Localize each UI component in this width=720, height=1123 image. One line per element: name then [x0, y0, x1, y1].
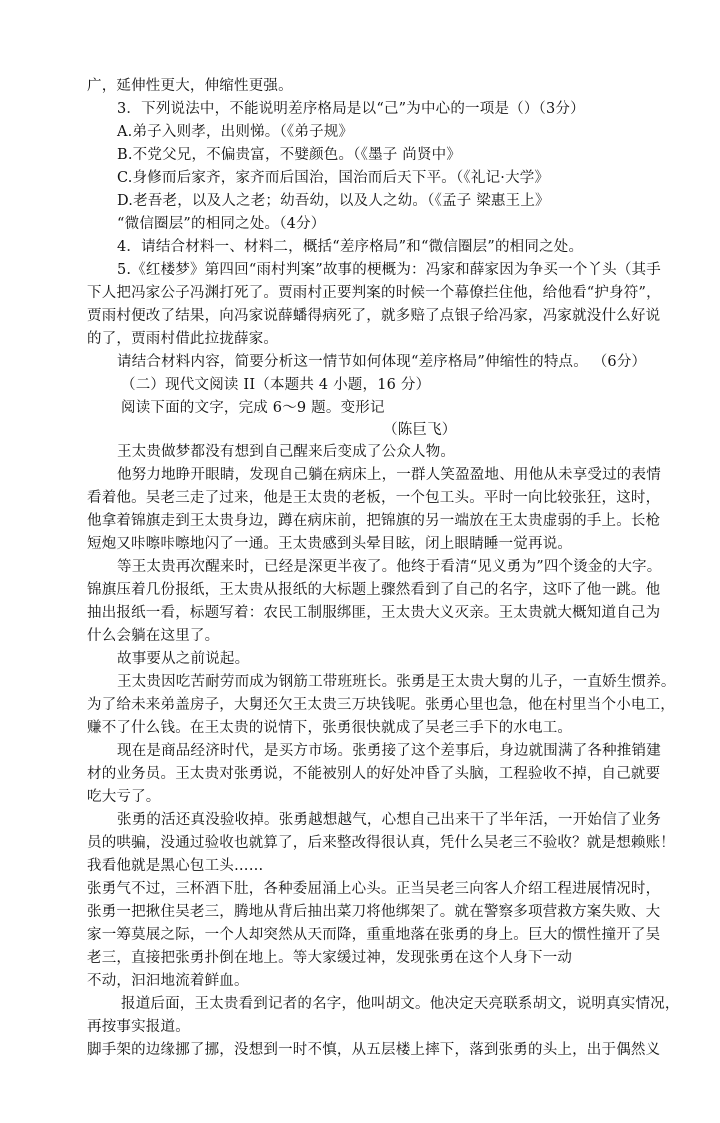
story-line: 短炮又咔嚓咔嚓地闪了一通。王太贵感到头晕目眩，闭上眼睛睡一觉再说。 — [87, 536, 573, 552]
text-line: 的了，贾雨村借此拉拢薛家。 — [87, 331, 279, 347]
author-line: （陈巨飞） — [383, 422, 457, 438]
story-line: 不动，汩汩地流着鲜血。 — [87, 973, 249, 989]
story-paragraph: 张勇的活还真没验收掉。张勇越想越气，心想自己出来干了半年活，一开始信了业务 — [117, 812, 661, 828]
story-paragraph: 现在是商品经济时代，是买方市场。张勇接了这个差事后，身边就围满了各种推销建 — [117, 743, 661, 759]
story-line: 抽出报纸一看，标题写着：农民工制服绑匪，王太贵大义灭亲。王太贵就大概知道自己为 — [87, 605, 661, 621]
story-line: 什么会躺在这里了。 — [87, 628, 220, 644]
story-paragraph: 他努力地睁开眼睛，发现自己躺在病床上，一群人笑盈盈地、用他从未享受过的表情 — [117, 467, 661, 483]
story-line: 吃大亏了。 — [87, 789, 161, 805]
option-a: A.弟子入则孝，出则悌。（《弟子规》 — [117, 124, 354, 140]
story-paragraph: 报道后面，王太贵看到记者的名字，他叫胡文。他决定天亮联系胡文，说明真实情况， — [121, 996, 680, 1012]
story-line: 看着他。吴老三走了过来，他是王太贵的老板，一个包工头。平时一向比较张狂，这时， — [87, 490, 661, 506]
story-line: 老三，直接把张勇扑倒在地上。等大家缓过神，发现张勇在这个人身下一动 — [87, 950, 573, 966]
story-line: 材的业务员。王太贵对张勇说，不能被别人的好处冲昏了头脑，工程验收不掉，自己就要 — [87, 766, 661, 782]
story-line: 张勇气不过，三杯酒下肚，各种委屈涌上心头。正当吴老三向客人介绍工程进展情况时， — [87, 881, 661, 897]
story-line: 再按事实报道。 — [87, 1019, 190, 1035]
question-5: 5.《红楼梦》第四回“雨村判案”故事的梗概为：冯家和薛家因为争买一个丫头（其手 — [117, 262, 661, 278]
story-paragraph: 王太贵因吃苦耐劳而成为钢筋工带班班长。张勇是王太贵大舅的儿子，一直娇生惯养。 — [117, 674, 676, 690]
section-heading: （二）现代文阅读 II（本题共 4 小题，16 分） — [121, 377, 431, 393]
story-line: 赚不了什么钱。在王太贵的说情下，张勇很快就成了吴老三手下的水电工。 — [87, 720, 573, 736]
story-paragraph: 等王太贵再次醒来时，已经是深更半夜了。他终于看清“见义勇为”四个烫金的大字。 — [117, 559, 662, 575]
story-line: 脚手架的边缘挪了挪，没想到一时不慎，从五层楼上摔下，落到张勇的头上，出于偶然义 — [87, 1042, 661, 1058]
text-line: 广，延伸性更大，伸缩性更强。 — [87, 78, 293, 94]
option-b: B.不党父兄，不偏贵富，不嬖颜色。（《墨子 尚贤中》 — [117, 147, 462, 163]
story-line: 张勇一把揪住吴老三，腾地从背后抽出菜刀将他绑架了。就在警察多项营救方案失败、大 — [87, 904, 661, 920]
question-5-prompt: 请结合材料内容，简要分析这一情节如何体现“差序格局”伸缩性的特点。 （6分） — [117, 354, 647, 370]
text-line: 下人把冯家公子冯渊打死了。贾雨村正要判案的时候一个幕僚拦住他，给他看“护身符”， — [87, 285, 661, 301]
story-paragraph: 王太贵做梦都没有想到自己醒来后变成了公众人物。 — [117, 444, 456, 460]
option-d: D.老吾老，以及人之老；幼吾幼，以及人之幼。（《孟子 梁惠王上》 — [117, 193, 550, 209]
question-3-stem: 3．下列说法中，不能说明差序格局是以“己”为中心的一项是（）（3分） — [117, 101, 585, 117]
question-4: 4．请结合材料一、材料二，概括“差序格局”和“微信圈层”的相同之处。 — [117, 239, 584, 255]
story-line: 他拿着锦旗走到王太贵身边，蹲在病床前，把锦旗的另一端放在王太贵虚弱的手上。长枪 — [87, 513, 661, 529]
option-c: C.身修而后家齐，家齐而后国治，国治而后天下平。（《礼记·大学》 — [117, 170, 550, 186]
story-line: 员的哄骗，没通过验收也就算了，后来整改得很认真，凭什么吴老三不验收？就是想赖账！ — [87, 835, 675, 851]
text-line: “微信圈层”的相同之处。（4分） — [117, 216, 326, 232]
text-line: 贾雨村便改了结果，向冯家说薛蟠得病死了，就多赔了点银子给冯家，冯家就没什么好说 — [87, 308, 661, 324]
story-line: 为了给未来弟盖房子，大舅还欠王太贵三万块钱呢。张勇心里也急，他在村里当个小电工， — [87, 697, 675, 713]
story-line: 我看他就是黑心包工头…… — [87, 858, 264, 874]
story-paragraph: 故事要从之前说起。 — [117, 651, 250, 667]
reading-instruction: 阅读下面的文字，完成 6～9 题。变形记 — [121, 400, 385, 416]
story-line: 锦旗压着几份报纸，王太贵从报纸的大标题上骤然看到了自己的名字，这吓了他一跳。他 — [87, 582, 661, 598]
story-line: 家一筹莫展之际，一个人却突然从天而降，重重地落在张勇的身上。巨大的惯性撞开了吴 — [87, 927, 661, 943]
